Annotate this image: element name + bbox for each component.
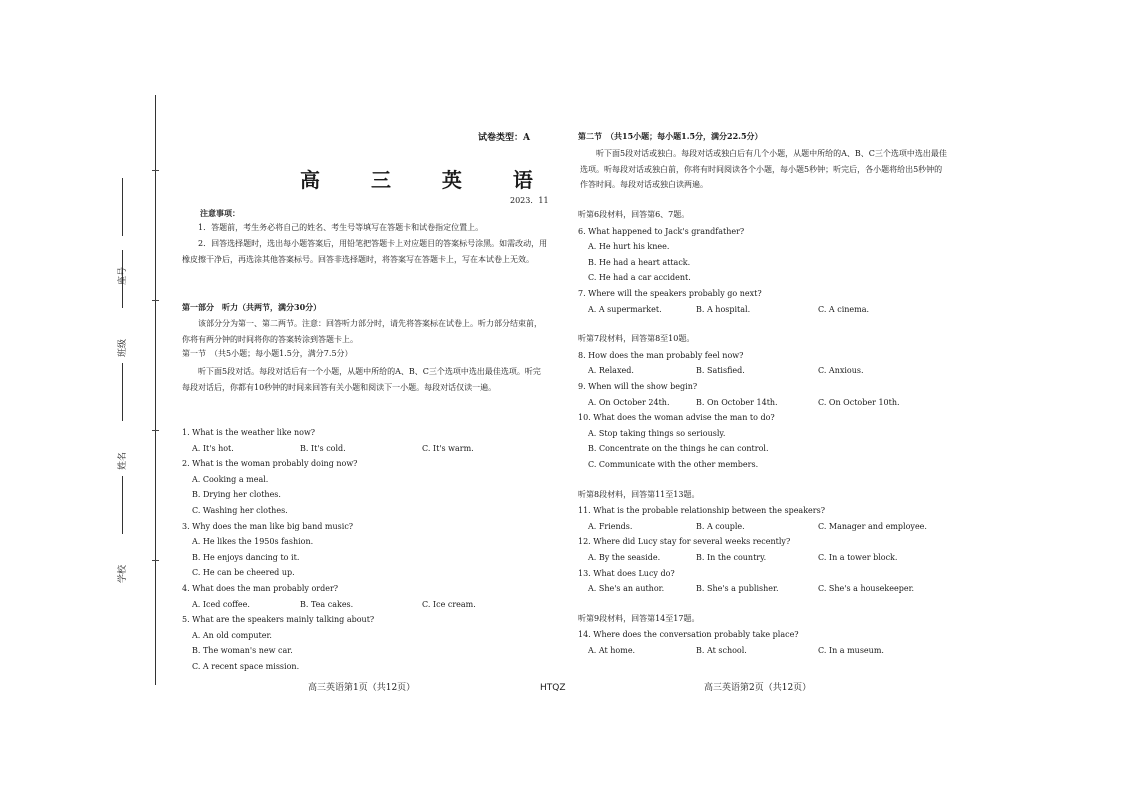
exam-date: 2023．11	[510, 196, 549, 205]
binding-mark	[152, 300, 159, 301]
question-stem-5: 5. What are the speakers mainly talking about?	[182, 615, 375, 625]
question-9-option-c: C. On October 10th.	[818, 397, 900, 407]
binding-mark	[152, 560, 159, 561]
side-field-name: 姓名	[118, 451, 128, 470]
binding-mark	[152, 430, 159, 431]
question-stem-9: 9. When will the show begin?	[578, 382, 698, 391]
question-7-option-a: A. A supermarket.	[588, 304, 662, 314]
section2-heading: 第二节 （共15小题；每小题1.5分，满分22.5分）	[578, 131, 763, 141]
footer-right-page: 高三英语第2页（共12页）	[704, 683, 812, 693]
question-stem-2: 2. What is the woman probably doing now?	[182, 459, 358, 469]
question-6-option-b: B. He had a heart attack.	[588, 257, 691, 267]
question-10-option-b: B. Concentrate on the things he can control.	[588, 444, 769, 454]
question-stem-8: 8. How does the man probably feel now?	[578, 350, 744, 360]
question-6-option-c: C. He had a car accident.	[588, 273, 691, 283]
question-3-option-a: A. He likes the 1950s fashion.	[192, 537, 314, 547]
question-2-option-a: A. Cooking a meal.	[192, 474, 269, 484]
binding-line	[155, 95, 156, 685]
question-13-option-a: A. She's an author.	[588, 584, 665, 594]
footer-left-page: 高三英语第1页（共12页）	[308, 683, 416, 693]
question-7-option-b: B. A hospital.	[696, 304, 751, 314]
question-stem-12: 12. Where did Lucy stay for several weeks recently?	[578, 537, 791, 547]
notes-heading: 注意事项：	[200, 208, 240, 218]
question-12-option-a: A. By the seaside.	[588, 553, 661, 562]
notes-item-2: 2．回答选择题时，选出每小题答案后，用铅笔把答题卡上对应题目的答案标号涂黑。如需改动，用橡皮擦干净后，再选涂其他答案标号。回答非选择题时，将答案写在答题卡上，写在本试卷上无效。	[182, 239, 548, 264]
section2-intro: 听下面5段对话或独白。每段对话或独白后有几个小题，从题中所给的A、B、C三个选项中选出最佳选项。听每段对话或独白前，你将有时间阅读各个小题，每小题5秒钟；听完后，各小题将给出5秒钟的作答时间。每段对话或独白读两遍。	[580, 149, 947, 189]
group-heading-3: 听第9段材料，回答第14至17题。	[578, 613, 700, 623]
section1-heading: 第一节 （共5小题；每小题1.5分，满分7.5分）	[182, 349, 353, 358]
question-12-option-b: B. In the country.	[696, 553, 767, 562]
part1-heading: 第一部分 听力（共两节，满分30分）	[182, 302, 322, 312]
part1-intro: 该部分分为第一、第二两节。注意：回答听力部分时，请先将答案标在试卷上。听力部分结束前，你将有两分钟的时间将你的答案转涂到答题卡上。	[182, 319, 542, 344]
question-4-option-b: B. Tea cakes.	[300, 599, 354, 609]
question-10-option-a: A. Stop taking things so seriously.	[588, 428, 726, 438]
question-14-option-b: B. At school.	[696, 646, 747, 655]
question-stem-13: 13. What does Lucy do?	[578, 568, 675, 578]
question-2-option-c: C. Washing her clothes.	[192, 506, 288, 515]
question-10-option-c: C. Communicate with the other members.	[588, 460, 759, 469]
question-11-option-c: C. Manager and employee.	[818, 521, 927, 531]
group-heading-2: 听第8段材料，回答第11至13题。	[578, 489, 700, 499]
group-heading-1: 听第7段材料，回答第8至10题。	[578, 334, 695, 344]
question-5-option-a: A. An old computer.	[192, 630, 272, 640]
question-stem-7: 7. Where will the speakers probably go next?	[578, 289, 762, 298]
question-6-option-a: A. He hurt his knee.	[588, 242, 670, 252]
side-field-name-blank[interactable]	[118, 360, 129, 421]
question-11-option-b: B. A couple.	[696, 521, 745, 531]
question-5-option-b: B. The woman's new car.	[192, 646, 293, 656]
question-8-option-b: B. Satisfied.	[696, 366, 745, 376]
question-stem-11: 11. What is the probable relationship between the speakers?	[578, 506, 825, 516]
side-field-school: 学校	[118, 564, 128, 583]
question-stem-4: 4. What does the man probably order?	[182, 584, 339, 593]
page-title: 高 三 英 语	[300, 168, 555, 192]
side-field-school-blank[interactable]	[118, 473, 129, 534]
question-1-option-c: C. It's warm.	[422, 443, 474, 453]
question-stem-14: 14. Where does the conversation probably take place?	[578, 630, 799, 640]
group-heading-0: 听第6段材料，回答第6、7题。	[578, 210, 690, 219]
question-stem-1: 1. What is the weather like now?	[182, 428, 316, 437]
question-9-option-b: B. On October 14th.	[696, 397, 778, 407]
question-13-option-c: C. She's a housekeeper.	[818, 584, 915, 594]
paper-type: 试卷类型：A	[478, 133, 530, 143]
question-2-option-b: B. Drying her clothes.	[192, 490, 281, 500]
question-8-option-a: A. Relaxed.	[588, 366, 634, 376]
question-3-option-c: C. He can be cheered up.	[192, 568, 295, 578]
question-stem-6: 6. What happened to Jack's grandfather?	[578, 226, 745, 236]
question-4-option-a: A. Iced coffee.	[192, 599, 250, 609]
question-3-option-b: B. He enjoys dancing to it.	[192, 552, 300, 562]
question-stem-3: 3. Why does the man like big band music?	[182, 521, 354, 531]
question-1-option-b: B. It's cold.	[300, 443, 346, 453]
section1-intro: 听下面5段对话。每段对话后有一个小题，从题中所给的A、B、C三个选项中选出最佳选项。听完每段对话后，你都有10秒钟的时间来回答有关小题和阅读下一小题。每段对话仅读一遍。	[182, 367, 541, 392]
question-11-option-a: A. Friends.	[588, 521, 633, 531]
question-5-option-c: C. A recent space mission.	[192, 662, 300, 671]
question-14-option-c: C. In a museum.	[818, 646, 884, 655]
question-8-option-c: C. Anxious.	[818, 366, 864, 376]
side-field-seat-blank[interactable]	[118, 175, 129, 236]
footer-center-code: HTQZ	[540, 683, 566, 693]
question-4-option-c: C. Ice cream.	[422, 599, 476, 609]
question-12-option-c: C. In a tower block.	[818, 553, 898, 562]
question-1-option-a: A. It's hot.	[192, 443, 234, 453]
question-14-option-a: A. At home.	[588, 646, 636, 655]
side-field-seat: 座号	[118, 266, 128, 285]
notes-item-1: 1．答题前，考生务必将自己的姓名、考生号等填写在答题卡和试卷指定位置上。	[198, 223, 484, 232]
question-9-option-a: A. On October 24th.	[588, 397, 670, 407]
question-13-option-b: B. She's a publisher.	[696, 584, 779, 594]
binding-mark	[152, 170, 159, 171]
side-field-class: 班级	[118, 338, 128, 357]
question-stem-10: 10. What does the woman advise the man to do?	[578, 413, 775, 423]
question-7-option-c: C. A cinema.	[818, 304, 870, 314]
